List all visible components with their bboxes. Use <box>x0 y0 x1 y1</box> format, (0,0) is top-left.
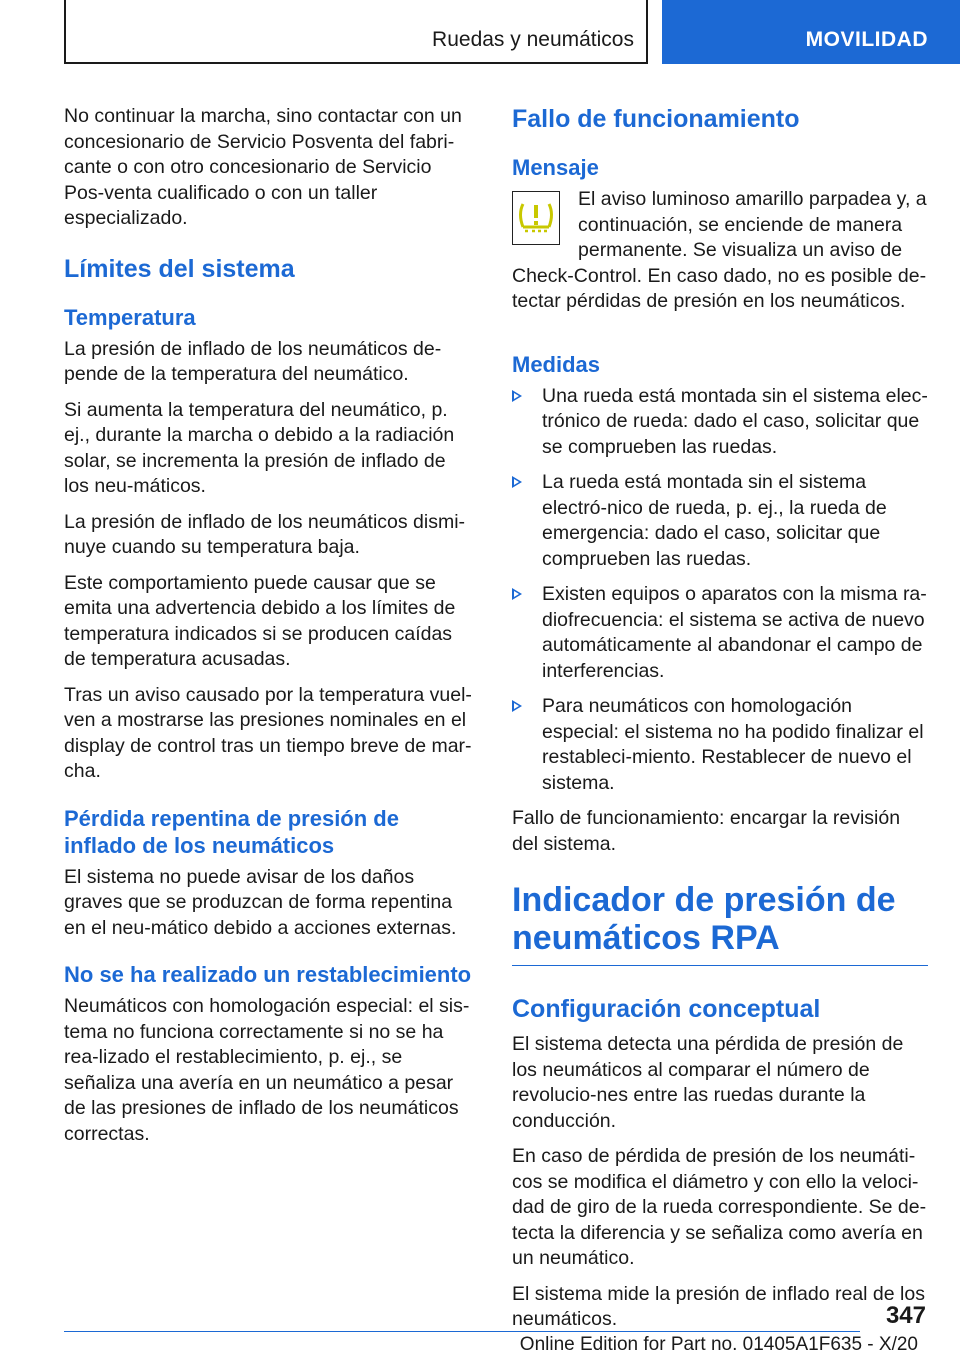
triangle-bullet-icon <box>512 390 522 402</box>
no-reset-paragraph: Neumáticos con homologación especial: el sis-tema no funciona correctamente si no se ha rea-lizado el restablecimiento, p. ej., se señaliza una avería en un neumático a pesar de las presiones de inflado de los neumáticos correctas. <box>64 995 470 1145</box>
triangle-bullet-icon <box>512 700 522 712</box>
concept-heading: Configuración conceptual <box>512 995 821 1023</box>
message-paragraph: El aviso luminoso amarillo parpadea y, a continuación, se enciende de manera permanente. Se visualiza un aviso de Check-Control. En caso dado, no es posible de-tectar pérdidas de presión en los neumáticos. <box>512 188 927 312</box>
measures-heading: Medidas <box>512 351 601 377</box>
sudden-loss-heading: Pérdida repentina de presión de inflado de los neumáticos <box>64 805 399 858</box>
concept-paragraph: El sistema detecta una pérdida de presión de los neumáticos al comparar el número de revolucio-nes entre las ruedas durante la conducción. <box>512 1033 904 1132</box>
triangle-bullet-icon <box>512 588 522 600</box>
temperature-heading: Temperatura <box>64 304 196 330</box>
triangle-bullet-icon <box>512 476 522 488</box>
page-number: 347 <box>885 1302 926 1329</box>
list-item: Existen equipos o aparatos con la misma ra-diofrecuencia: el sistema se activa de nuevo automáticamente al abandonar el campo de interferencias. <box>512 582 928 684</box>
message-heading: Mensaje <box>512 155 599 180</box>
no-reset-heading: No se ha realizado un restablecimiento <box>64 962 472 987</box>
intro-paragraph: No continuar la marcha, sino contactar con un concesionario de Servicio Posventa del fabri-cante o con otro concesionario de Servicio Pos-venta cualificado o con un taller especializado. <box>64 105 462 229</box>
list-item: Una rueda está montada sin el sistema elec-trónico de rueda: dado el caso, solicitar que se comprueben las ruedas. <box>512 384 928 461</box>
temperature-paragraph: La presión de inflado de los neumáticos de-pende de la temperatura del neumático. <box>64 337 442 385</box>
left-column <box>64 104 474 1157</box>
temperature-paragraph: La presión de inflado de los neumáticos dismi-nuye cuando su temperatura baja. <box>64 510 466 558</box>
message-block <box>512 187 928 325</box>
concept-paragraph: En caso de pérdida de presión de los neumáti-cos se modifica el diámetro y con ello la veloci-dad de giro de la rueda correspondiente. Se de-tecta la diferencia y se señaliza como avería en un neumático. <box>512 1145 927 1269</box>
measures-list <box>512 384 928 797</box>
malfunction-heading: Fallo de funcionamiento <box>512 105 800 133</box>
section-title: Ruedas y neumáticos <box>432 28 634 51</box>
list-item: Para neumáticos con homologación especial: el sistema no ha podido finalizar el restableci-miento. Restablecer de nuevo el sistema. <box>512 694 928 796</box>
malfunction-paragraph: Fallo de funcionamiento: encargar la revisión del sistema. <box>512 807 901 855</box>
temperature-paragraph: Este comportamiento puede causar que se emita una advertencia debido a los límites de temperatura indicados si se producen caídas de temperatura acusadas. <box>64 571 456 670</box>
concept-paragraph: El sistema mide la presión de inflado real de los neumáticos. <box>512 1282 925 1330</box>
limits-heading: Límites del sistema <box>64 254 295 283</box>
chapter-title: MOVILIDAD <box>805 28 928 51</box>
right-column <box>512 104 928 1343</box>
list-item: La rueda está montada sin el sistema electró-nico de rueda, p. ej., la rueda de emergencia: dado el caso, solicitar que comprueben las ruedas. <box>512 470 928 572</box>
footer-edition-text: Online Edition for Part no. 01405A1F635 - X/20 <box>519 1334 918 1355</box>
temperature-paragraph: Tras un aviso causado por la temperatura vuel-ven a mostrarse las presiones nominales en el display de control tras un tiempo breve de mar-cha. <box>64 683 472 782</box>
rpa-heading: Indicador de presión de neumáticos RPA <box>512 881 928 966</box>
sudden-loss-paragraph: El sistema no puede avisar de los daños graves que se produzcan de forma repentina en el neu-mático debido a acciones externas. <box>64 865 457 939</box>
tire-pressure-warning-icon <box>512 191 560 245</box>
temperature-paragraph: Si aumenta la temperatura del neumático, p. ej., durante la marcha o debido a la radiación solar, se incrementa la presión de inflado de los neu-máticos. <box>64 398 455 497</box>
footer-divider <box>64 1331 860 1332</box>
header-chapter-tab <box>662 0 960 64</box>
header-section-box <box>64 0 648 64</box>
